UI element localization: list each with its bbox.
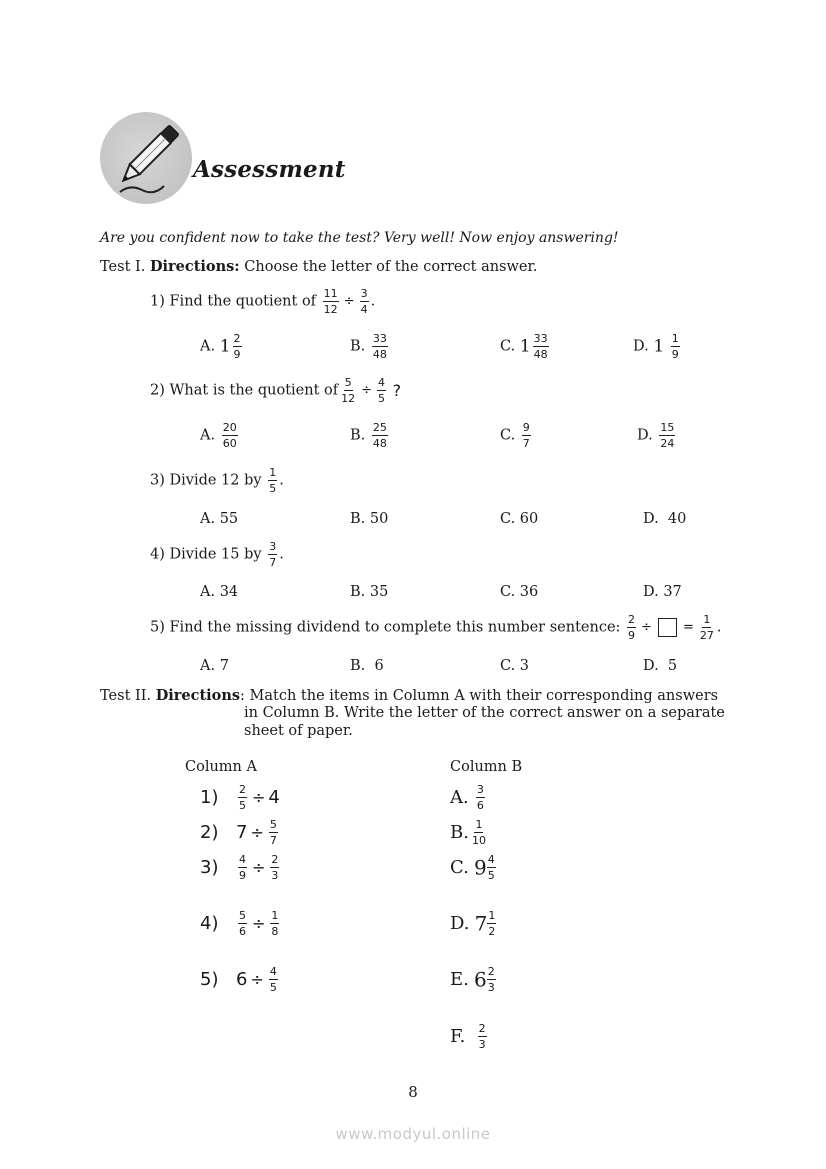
column-b-item-d: D. 7 $\frac{1}{2}$ (450, 909, 496, 938)
q5-choice-b[interactable]: B. 6 (350, 658, 384, 674)
question-1: 1) Find the quotient of $\frac{11}{12}$ ÷ $\frac{3}{4}$ . (150, 287, 376, 316)
column-a-item-5: 5) 6 ÷ $\frac{4}{5}$ (200, 965, 277, 994)
page-title: Assessment (193, 156, 346, 183)
q2-choice-c[interactable]: C. $\frac{9}{7}$ (500, 421, 530, 450)
q5-choice-c[interactable]: C. 3 (500, 658, 530, 674)
column-b-header: Column B (450, 759, 523, 775)
watermark: www.modyul.online (335, 1125, 491, 1143)
page-number: 8 (408, 1083, 418, 1101)
question-5: 5) Find the missing dividend to complete this number sentence: $\frac{2}{9}$ ÷ = $\frac{1}{27}$ . (150, 613, 722, 642)
fraction: $\frac{11}{12}$ (323, 287, 338, 316)
column-a-item-4: 4) $\frac{5}{6}$ ÷ $\frac{1}{8}$ (200, 909, 279, 938)
q4-choice-a[interactable]: A. 34 (200, 584, 239, 600)
q3-choice-b[interactable]: B. 50 (350, 511, 389, 527)
column-b-item-f: F. $\frac{2}{3}$ (450, 1022, 486, 1051)
answer-box (658, 618, 677, 637)
column-a-item-1: 1) $\frac{2}{5}$ ÷ 4 (200, 783, 280, 812)
test1-directions: Test I. Directions: Choose the letter of the correct answer. (100, 258, 538, 275)
q4-choice-c[interactable]: C. 36 (500, 584, 539, 600)
q1-choice-b[interactable]: B. $\frac{33}{48}$ (350, 332, 387, 361)
column-a-item-2: 2) 7 ÷ $\frac{5}{7}$ (200, 818, 277, 847)
q1-choice-c[interactable]: C. 1 $\frac{33}{48}$ (500, 332, 548, 361)
q2-choice-a[interactable]: A. $\frac{20}{60}$ (200, 421, 237, 450)
q2-choice-b[interactable]: B. $\frac{25}{48}$ (350, 421, 387, 450)
q3-choice-c[interactable]: C. 60 (500, 511, 539, 527)
column-a-item-3: 3) $\frac{4}{9}$ ÷ $\frac{2}{3}$ (200, 853, 279, 882)
column-a-header: Column A (185, 759, 257, 775)
q3-choice-a[interactable]: A. 55 (200, 511, 239, 527)
q1-choice-d[interactable]: D. 1 $\frac{1}{9}$ (633, 332, 679, 361)
column-b-item-b: B. $\frac{1}{10}$ (450, 818, 486, 847)
test2-directions: Test II. Directions: Match the items in Column A with their corresponding answers (100, 687, 719, 704)
fraction: $\frac{3}{4}$ (360, 287, 368, 316)
column-b-item-c: C. 9 $\frac{4}{5}$ (450, 853, 495, 882)
q5-choice-a[interactable]: A. 7 (200, 658, 229, 674)
q1-choice-a[interactable]: A. 1 $\frac{2}{9}$ (200, 332, 241, 361)
question-3: 3) Divide 12 by $\frac{1}{5}$ . (150, 466, 284, 495)
q2-choice-d[interactable]: D. $\frac{15}{24}$ (637, 421, 675, 450)
question-2: 2) What is the quotient of $\frac{5}{12}$ ÷ $\frac{4}{5}$ ? (150, 376, 402, 405)
column-b-item-a: A. $\frac{3}{6}$ (450, 783, 484, 812)
question-4: 4) Divide 15 by $\frac{3}{7}$ . (150, 540, 284, 569)
intro-text: Are you confident now to take the test? Very well! Now enjoy answering! (100, 230, 619, 246)
test2-directions-line2: in Column B. Write the letter of the correct answer on a separate (244, 705, 725, 721)
q5-choice-d[interactable]: D. 5 (643, 658, 678, 674)
test2-directions-line3: sheet of paper. (244, 723, 353, 739)
q4-choice-d[interactable]: D. 37 (643, 584, 682, 600)
q3-choice-d[interactable]: D. 40 (643, 511, 687, 527)
column-b-item-e: E. 6 $\frac{2}{3}$ (450, 965, 495, 994)
q4-choice-b[interactable]: B. 35 (350, 584, 389, 600)
pencil-icon (100, 112, 192, 204)
